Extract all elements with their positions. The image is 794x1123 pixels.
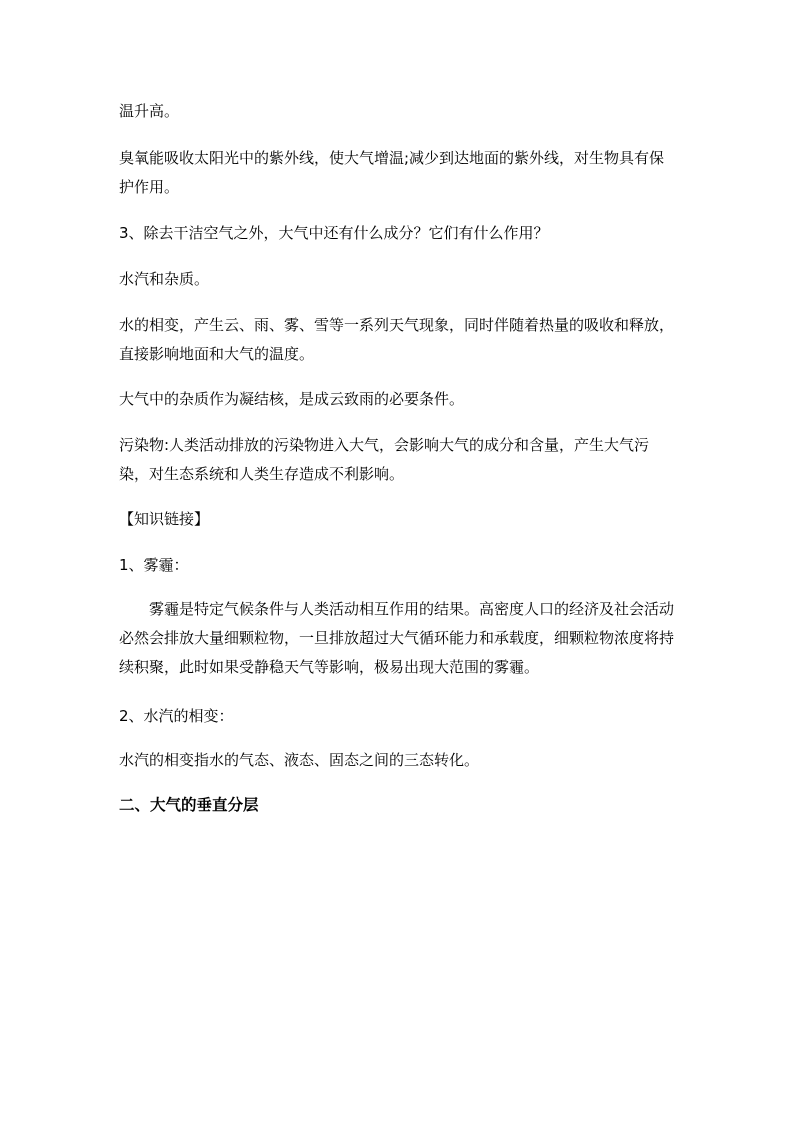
subheading-vapor-phase-change: 2、水汽的相变： bbox=[119, 707, 234, 725]
subheading-haze: 1、雾霾： bbox=[119, 556, 189, 574]
section-heading-vertical-layers: 二、大气的垂直分层 bbox=[119, 796, 259, 814]
paragraph-water-phase-change: 水的相变，产生云、雨、雾、雪等一系列天气现象，同时伴随着热量的吸收和释放，直接影响地面和大气的温度。 bbox=[119, 316, 675, 363]
paragraph-haze-explanation: 雾霾是特定气候条件与人类活动相互作用的结果。高密度人口的经济及社会活动必然会排放大量细颗粒物，一旦排放超过大气循环能力和承载度，细颗粒物浓度将持续积聚，此时如果受静稳天气等影响，极易出现大范围的雾霾。 bbox=[119, 600, 675, 676]
question-other-components: 3、除去干洁空气之外，大气中还有什么成分？它们有什么作用？ bbox=[119, 224, 549, 242]
paragraph-pollutants: 污染物:人类活动排放的污染物进入大气，会影响大气的成分和含量，产生大气污染，对生态系统和人类生存造成不利影响。 bbox=[119, 436, 650, 483]
paragraph-temperature-rise: 温升高。 bbox=[119, 102, 180, 120]
paragraph-vapor-phase-change: 水汽的相变指水的气态、液态、固态之间的三态转化。 bbox=[119, 751, 480, 769]
paragraph-impurities-nuclei: 大气中的杂质作为凝结核，是成云致雨的必要条件。 bbox=[119, 390, 465, 408]
paragraph-water-vapor-impurities: 水汽和杂质。 bbox=[119, 270, 210, 288]
paragraph-ozone: 臭氧能吸收太阳光中的紫外线，使大气增温;减少到达地面的紫外线，对生物具有保护作用。 bbox=[119, 149, 665, 196]
knowledge-link-heading: 【知识链接】 bbox=[119, 510, 210, 528]
